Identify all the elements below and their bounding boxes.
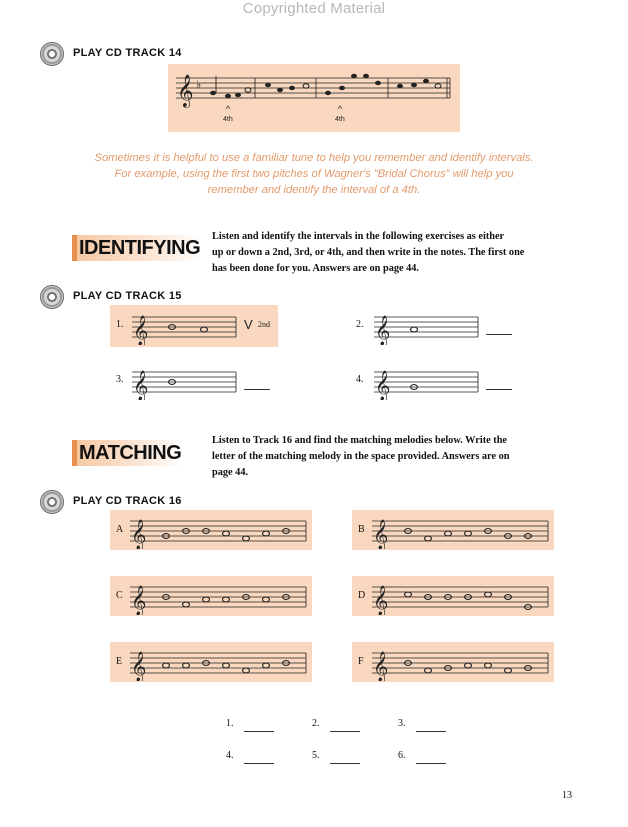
- melody-d: [352, 576, 554, 616]
- svg-text:^: ^: [338, 104, 343, 114]
- melody-letter: C: [116, 590, 123, 601]
- identifying-heading: IDENTIFYING: [72, 235, 202, 261]
- melody-c: [110, 576, 312, 616]
- whole-note: [243, 668, 250, 673]
- watermark: Copyrighted Material: [242, 0, 386, 17]
- whole-note: [425, 536, 432, 541]
- answer-blank[interactable]: [486, 388, 512, 390]
- melody-staff: [128, 643, 310, 681]
- instruction-line: page 44.: [212, 467, 249, 478]
- whole-note: [263, 531, 270, 536]
- whole-note: [485, 592, 492, 597]
- answer-number: 5.: [312, 750, 320, 761]
- cd-icon: [40, 42, 64, 66]
- whole-note: [505, 668, 512, 673]
- answer-blank[interactable]: [244, 730, 274, 732]
- melody-staff: [370, 511, 552, 549]
- melody-letter: B: [358, 524, 365, 535]
- cd-icon: [40, 490, 64, 514]
- cd-icon: [40, 285, 64, 309]
- treble-clef: 𝄞: [131, 520, 147, 549]
- instruction-line: up or down a 2nd, 3rd, or 4th, and then write in the notes. The first one: [212, 247, 525, 258]
- exercise-4-staff: [372, 362, 482, 400]
- svg-text:𝄞: 𝄞: [375, 316, 391, 345]
- track-16-label: PLAY CD TRACK 16: [73, 495, 182, 507]
- answer-blank[interactable]: [244, 762, 274, 764]
- answer-blank[interactable]: [330, 730, 360, 732]
- identifying-instructions: [212, 229, 572, 277]
- matching-instructions: [212, 433, 572, 481]
- tip-line: For example, using the first two pitches of Wagner's "Bridal Chorus" will help you: [114, 168, 514, 180]
- track-14-staff: [168, 64, 460, 132]
- whole-note: [485, 663, 492, 668]
- melody-letter: A: [116, 524, 124, 535]
- interval-mark: 4th: [335, 116, 345, 123]
- whole-note: [263, 597, 270, 602]
- page-number: 13: [562, 790, 572, 801]
- whole-note: [183, 663, 190, 668]
- instruction-line: letter of the matching melody in the space provided. Answers are on: [212, 451, 510, 462]
- answer-blank[interactable]: [244, 388, 270, 390]
- whole-note: [445, 531, 452, 536]
- whole-note: [405, 592, 412, 597]
- exercise-number: 4.: [356, 374, 364, 385]
- answer-direction: V: [244, 317, 253, 332]
- exercise-3-staff: [130, 362, 240, 400]
- svg-text:𝄞: 𝄞: [177, 74, 194, 107]
- exercise-2-staff: [372, 307, 482, 345]
- answer-blank[interactable]: [416, 762, 446, 764]
- answer-blank[interactable]: [486, 333, 512, 335]
- tip-note: [40, 150, 588, 198]
- whole-note: [223, 531, 230, 536]
- track-14-notation: [168, 64, 460, 132]
- exercise-4: [352, 360, 522, 402]
- whole-note: [465, 531, 472, 536]
- exercise-3: [110, 360, 280, 402]
- whole-note: [223, 663, 230, 668]
- exercise-number: 3.: [116, 374, 124, 385]
- melody-staff: [128, 511, 310, 549]
- exercise-1: [110, 305, 278, 347]
- track-14-label: PLAY CD TRACK 14: [73, 47, 182, 59]
- whole-note: [465, 663, 472, 668]
- whole-note: [263, 663, 270, 668]
- tip-line: Sometimes it is helpful to use a familiar tune to help you remember and identify intervals.: [94, 152, 534, 164]
- instruction-line: has been done for you. Answers are on page 44.: [212, 263, 420, 274]
- treble-clef: 𝄞: [373, 520, 389, 549]
- answer-number: 1.: [226, 718, 234, 729]
- melody-staff: [370, 643, 552, 681]
- answer-interval: 2nd: [258, 320, 270, 329]
- melody-letter: E: [116, 656, 123, 667]
- tip-line: remember and identify the interval of a 4th.: [207, 184, 421, 196]
- melody-letter: F: [358, 656, 364, 667]
- melody-f: [352, 642, 554, 682]
- exercise-number: 2.: [356, 319, 364, 330]
- matching-heading: MATCHING: [72, 440, 183, 466]
- svg-text:𝄞: 𝄞: [375, 371, 391, 400]
- whole-note: [243, 536, 250, 541]
- whole-note: [163, 663, 170, 668]
- instruction-line: Listen to Track 16 and find the matching melodies below. Write the: [212, 435, 507, 446]
- exercise-1-staff: [130, 307, 240, 345]
- whole-note: [203, 597, 210, 602]
- melody-staff: [128, 577, 310, 615]
- melody-a: [110, 510, 312, 550]
- treble-clef: 𝄞: [131, 652, 147, 681]
- answer-grid: [226, 714, 466, 774]
- whole-note: [223, 597, 230, 602]
- exercise-2: [352, 305, 522, 347]
- melody-letter: D: [358, 590, 366, 601]
- instruction-line: Listen and identify the intervals in the following exercises as either: [212, 231, 505, 242]
- melody-staff: [370, 577, 552, 615]
- answer-number: 3.: [398, 718, 406, 729]
- svg-text:𝄞: 𝄞: [133, 371, 149, 400]
- melody-b: [352, 510, 554, 550]
- treble-clef: 𝄞: [373, 652, 389, 681]
- track-15-label: PLAY CD TRACK 15: [73, 290, 182, 302]
- answer-blank[interactable]: [416, 730, 446, 732]
- answer-number: 2.: [312, 718, 320, 729]
- svg-text:𝄞: 𝄞: [133, 316, 149, 345]
- svg-text:^: ^: [226, 104, 231, 114]
- svg-text:♭: ♭: [196, 78, 202, 91]
- whole-note: [183, 602, 190, 607]
- treble-clef: 𝄞: [131, 586, 147, 615]
- whole-note: [425, 668, 432, 673]
- treble-clef: 𝄞: [373, 586, 389, 615]
- answer-blank[interactable]: [330, 762, 360, 764]
- answer-number: 4.: [226, 750, 234, 761]
- melody-e: [110, 642, 312, 682]
- answer-number: 6.: [398, 750, 406, 761]
- exercise-number: 1.: [116, 319, 124, 330]
- interval-mark: 4th: [223, 116, 233, 123]
